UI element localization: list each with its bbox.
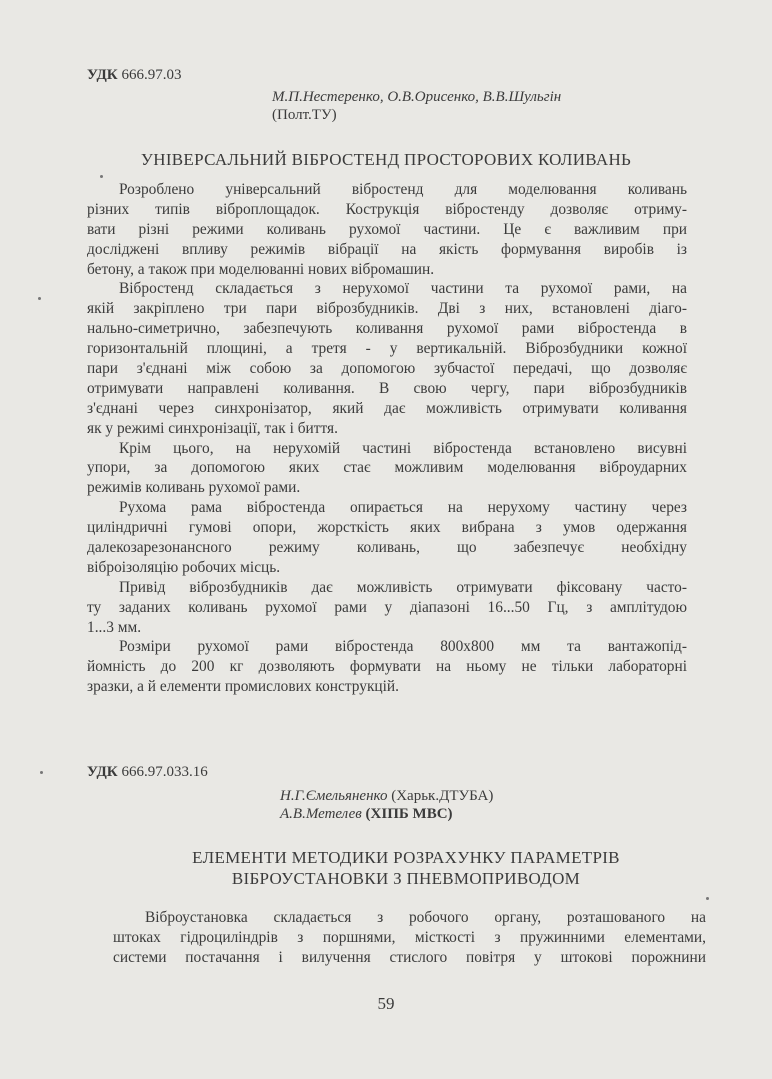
text-line: штоках гідроциліндрів з поршнями, місткості з пружинними елементами, [113, 928, 706, 946]
text-line: бетону, а також при моделюванні нових вібромашин. [87, 260, 435, 278]
author-affiliation: (Харьк.ДТУБА) [391, 788, 494, 804]
text-line: зразки, а й елементи промислових конструкцій. [87, 678, 400, 696]
text-line: Крім цього, на нерухомій частині вібростенда встановлено висувні [119, 439, 687, 457]
text-line: 1...3 мм. [87, 618, 142, 636]
udk-code-1 [87, 67, 181, 84]
text-line: якій закріплено три пари віброзбудників. Дві з них, встановлені діаго- [87, 300, 687, 318]
text-line: далекозарезонансного режиму коливань, що забезпечує необхідну [87, 539, 687, 557]
scan-speck [38, 297, 41, 300]
text-line: циліндричні гумові опори, жорсткість яких вибрана з умов одержання [87, 519, 687, 537]
scan-speck [706, 897, 709, 900]
text-line: різних типів віброплощадок. Кострукція вібростенду дозволяє отриму- [87, 200, 687, 218]
affiliation-1: (Полт.ТУ) [272, 107, 337, 123]
text-line: йомність до 200 кг дозволяють формувати на ньому не тільки лабораторні [87, 658, 687, 676]
author-2a [280, 788, 493, 805]
udk-number: 666.97.03 [121, 67, 182, 83]
page-number: 59 [377, 994, 395, 1013]
text-line: нально-симетрично, забезпечують коливання рухомої рами вібростенда в [87, 320, 687, 338]
text-line: вати різні режими коливань рухомої частини. Це є важливим при [87, 220, 687, 238]
udk-label: УДК [87, 764, 118, 780]
text-line: ту заданих коливань рухомої рами у діапазоні 16...50 Гц, з амплітудою [87, 598, 687, 616]
author-2b [280, 806, 453, 823]
text-line: віброізоляцію робочих місць. [87, 558, 281, 576]
author-affiliation: (ХІПБ МВС) [365, 806, 453, 822]
authors-1: М.П.Нестеренко, О.В.Орисенко, В.В.Шульгін [272, 89, 562, 105]
text-line: Привід віброзбудників дає можливість отримувати фіксовану часто- [119, 578, 687, 596]
text-line: пари з'єднані між собою за допомогою зубчастої передачі, що дозволяє [87, 360, 687, 378]
scan-speck [100, 175, 103, 178]
text-line: як у режимі синхронізації, так і биття. [87, 419, 338, 437]
udk-number: 666.97.033.16 [121, 764, 208, 780]
text-line: Віброустановка складається з робочого органу, розташованого на [145, 909, 706, 926]
text-line: режимів коливань рухомої рами. [87, 479, 301, 497]
text-line: Рухома рама вібростенда опирається на нерухому частину через [119, 499, 687, 517]
article-title-2-line-2: ВІБРОУСТАНОВКИ З ПНЕВМОПРИВОДОМ [231, 869, 581, 888]
text-line: горизонтальній площині, а третя - у вертикальній. Віброзбудники кожної [87, 340, 687, 358]
article-body-2 [113, 908, 706, 968]
text-line: Вібростенд складається з нерухомої частини та рухомої рами, на [119, 280, 687, 298]
text-line: Розміри рухомої рами вібростенда 800x800 мм та вантажопід- [119, 638, 687, 656]
udk-label: УДК [87, 67, 118, 83]
article-title-2-line-1: ЕЛЕМЕНТИ МЕТОДИКИ РОЗРАХУНКУ ПАРАМЕТРІВ [192, 848, 620, 867]
author-name: Н.Г.Ємельяненко [280, 788, 388, 804]
text-line: отримувати направлені коливання. В свою чергу, пари віброзбудників [87, 379, 687, 397]
text-line: досліджені впливу режимів вібрації на якість формування виробів із [87, 240, 687, 258]
text-line: системи постачання і вилучення стислого повітря у штокові порожнини [113, 948, 706, 966]
scan-speck [40, 771, 43, 774]
text-line: упори, за допомогою яких стає можливим моделювання віброударних [87, 459, 687, 477]
udk-code-2 [87, 764, 208, 781]
article-body-1 [87, 180, 687, 697]
text-line: Розроблено універсальний вібростенд для моделювання коливань [119, 181, 687, 198]
article-title-1: УНІВЕРСАЛЬНИЙ ВІБРОСТЕНД ПРОСТОРОВИХ КОЛИВАНЬ [140, 150, 632, 169]
text-line: з'єднані через синхронізатор, який дає можливість отримувати коливання [87, 399, 687, 417]
author-name: А.В.Метелев [280, 806, 362, 822]
